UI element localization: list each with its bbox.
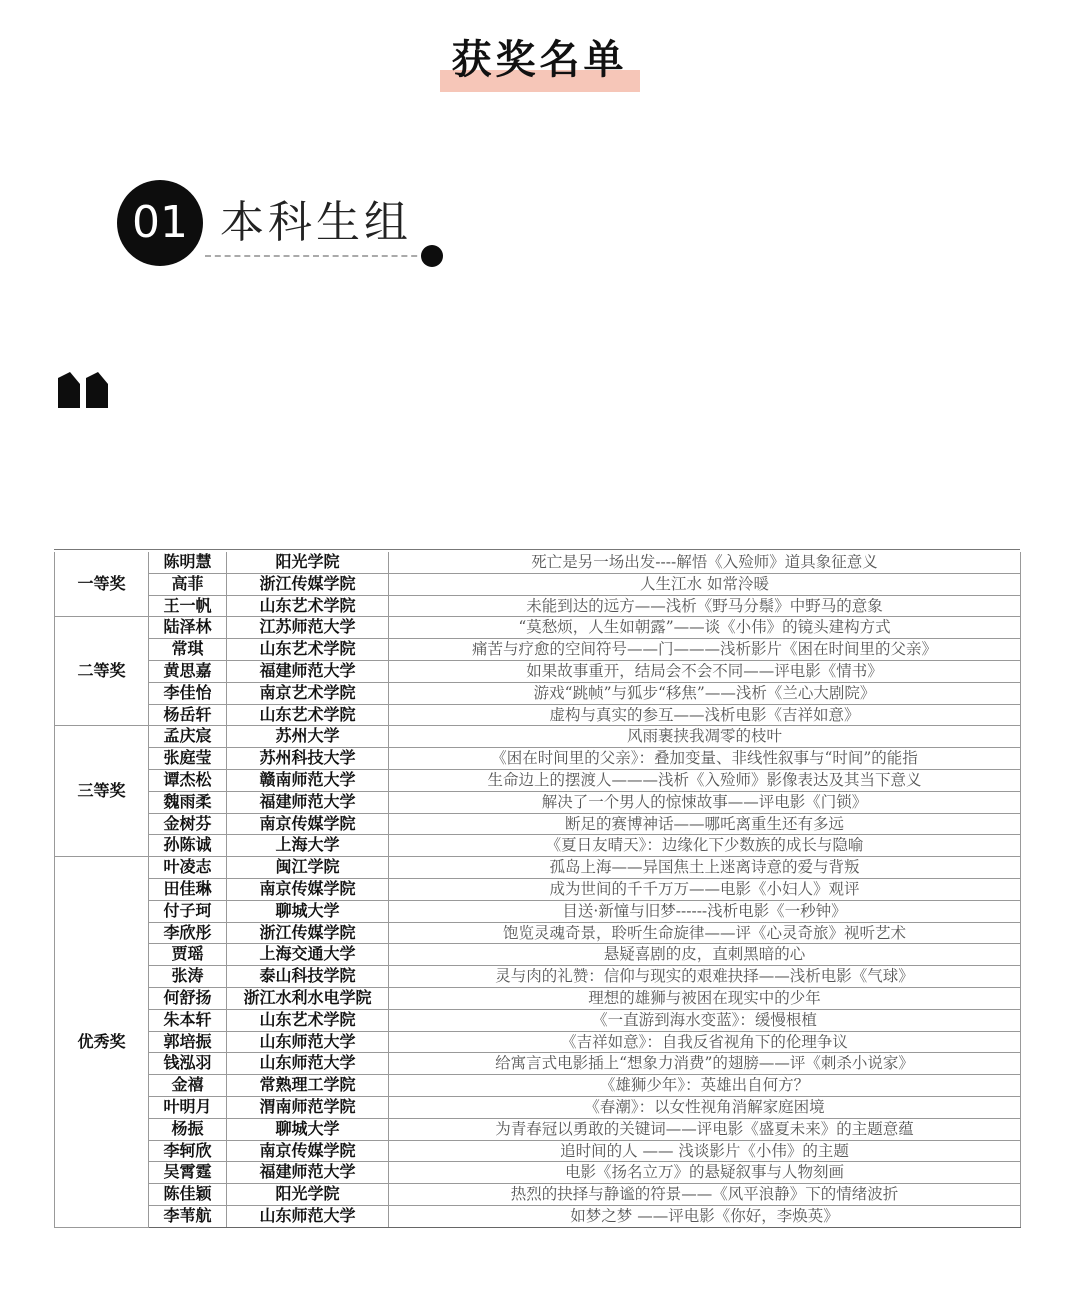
school-cell: 浙江水利水电学院 [227,987,389,1009]
work-title-cell: 孤岛上海——异国焦土上迷离诗意的爱与背叛 [389,857,1021,879]
school-cell: 聊城大学 [227,1118,389,1140]
winner-name-cell: 李欣彤 [149,922,227,944]
work-title-cell: 给寓言式电影插上“想象力消费”的翅膀——评《刺杀小说家》 [389,1053,1021,1075]
school-cell: 山东师范大学 [227,1031,389,1053]
winner-name-cell: 吴霄霆 [149,1162,227,1184]
school-cell: 福建师范大学 [227,791,389,813]
work-title-cell: 如梦之梦 ——评电影《你好，李焕英》 [389,1205,1021,1227]
table-row [55,1009,1021,1031]
table-row [55,1096,1021,1118]
winner-name-cell: 钱泓羽 [149,1053,227,1075]
school-cell: 聊城大学 [227,900,389,922]
work-title-cell: 《雄狮少年》：英雄出自何方？ [389,1075,1021,1097]
table-row [55,682,1021,704]
table-row [55,1075,1021,1097]
section-dashed-divider [205,255,427,257]
winner-name-cell: 高菲 [149,573,227,595]
divider-end-dot [421,245,443,267]
table-row [55,835,1021,857]
table-row [55,944,1021,966]
winner-name-cell: 田佳琳 [149,878,227,900]
work-title-cell: 痛苦与疗愈的空间符号——门———浅析影片《困在时间里的父亲》 [389,639,1021,661]
winner-name-cell: 李轲欣 [149,1140,227,1162]
table-row [55,552,1021,573]
winner-name-cell: 李苇航 [149,1205,227,1227]
awards-table [54,552,1021,1228]
section-number-badge: 01 [117,180,203,266]
work-title-cell: 生命边上的摆渡人———浅析《入殓师》影像表达及其当下意义 [389,769,1021,791]
award-level-cell: 三等奖 [55,726,149,857]
school-cell: 渭南师范学院 [227,1096,389,1118]
winner-name-cell: 魏雨柔 [149,791,227,813]
school-cell: 上海大学 [227,835,389,857]
table-row [55,1053,1021,1075]
table-row [55,1140,1021,1162]
work-title-cell: 人生江水 如常泠暖 [389,573,1021,595]
winner-name-cell: 张涛 [149,966,227,988]
work-title-cell: 《吉祥如意》：自我反省视角下的伦理争议 [389,1031,1021,1053]
winner-name-cell: 叶凌志 [149,857,227,879]
school-cell: 赣南师范大学 [227,769,389,791]
work-title-cell: 为青春冠以勇敢的关键词——评电影《盛夏未来》的主题意蕴 [389,1118,1021,1140]
winner-name-cell: 付子珂 [149,900,227,922]
work-title-cell: 灵与肉的礼赞：信仰与现实的艰难抉择——浅析电影《气球》 [389,966,1021,988]
table-row [55,1184,1021,1206]
winner-name-cell: 杨振 [149,1118,227,1140]
table-row [55,660,1021,682]
school-cell: 南京传媒学院 [227,878,389,900]
school-cell: 浙江传媒学院 [227,573,389,595]
work-title-cell: 电影《扬名立万》的悬疑叙事与人物刻画 [389,1162,1021,1184]
table-top-cut-line [54,549,1020,550]
table-row [55,704,1021,726]
table-row [55,617,1021,639]
work-title-cell: 《春潮》：以女性视角消解家庭困境 [389,1096,1021,1118]
winner-name-cell: 李佳怡 [149,682,227,704]
winner-name-cell: 朱本轩 [149,1009,227,1031]
winner-name-cell: 陆泽林 [149,617,227,639]
work-title-cell: 虚构与真实的参互——浅析电影《吉祥如意》 [389,704,1021,726]
winner-name-cell: 陈明慧 [149,552,227,573]
school-cell: 苏州科技大学 [227,748,389,770]
school-cell: 阳光学院 [227,552,389,573]
page-title: 获奖名单 [451,37,628,83]
work-title-cell: 悬疑喜剧的皮，直刺黑暗的心 [389,944,1021,966]
work-title-cell: 解决了一个男人的惊悚故事——评电影《门锁》 [389,791,1021,813]
work-title-cell: 饱览灵魂奇景，聆听生命旋律——评《心灵奇旅》视听艺术 [389,922,1021,944]
school-cell: 闽江学院 [227,857,389,879]
award-level-cell: 一等奖 [55,552,149,617]
table-row [55,878,1021,900]
winner-name-cell: 叶明月 [149,1096,227,1118]
winner-name-cell: 黄思嘉 [149,660,227,682]
work-title-cell: 断足的赛博神话——哪吒离重生还有多远 [389,813,1021,835]
winner-name-cell: 郭培振 [149,1031,227,1053]
winner-name-cell: 陈佳颖 [149,1184,227,1206]
table-row [55,922,1021,944]
work-title-cell: 《一直游到海水变蓝》：缓慢根植 [389,1009,1021,1031]
school-cell: 山东艺术学院 [227,1009,389,1031]
school-cell: 山东艺术学院 [227,639,389,661]
work-title-cell: 成为世间的千千万万——电影《小妇人》观评 [389,878,1021,900]
school-cell: 山东师范大学 [227,1205,389,1227]
winner-name-cell: 何舒扬 [149,987,227,1009]
work-title-cell: 《困在时间里的父亲》：叠加变量、非线性叙事与“时间”的能指 [389,748,1021,770]
winner-name-cell: 孙陈诚 [149,835,227,857]
table-row [55,1205,1021,1227]
table-row [55,857,1021,879]
winner-name-cell: 金树芬 [149,813,227,835]
winner-name-cell: 王一帆 [149,595,227,617]
school-cell: 浙江传媒学院 [227,922,389,944]
table-row [55,1031,1021,1053]
winner-name-cell: 杨岳轩 [149,704,227,726]
winner-name-cell: 金禧 [149,1075,227,1097]
winner-name-cell: 孟庆宸 [149,726,227,748]
school-cell: 山东师范大学 [227,1053,389,1075]
table-row [55,573,1021,595]
header [0,24,1079,94]
award-level-cell: 二等奖 [55,617,149,726]
table-row [55,987,1021,1009]
winner-name-cell: 张庭莹 [149,748,227,770]
school-cell: 阳光学院 [227,1184,389,1206]
school-cell: 南京传媒学院 [227,1140,389,1162]
school-cell: 南京艺术学院 [227,682,389,704]
work-title-cell: 游戏“跳帧”与狐步“移焦”——浅析《兰心大剧院》 [389,682,1021,704]
school-cell: 山东艺术学院 [227,704,389,726]
table-row [55,791,1021,813]
school-cell: 南京传媒学院 [227,813,389,835]
school-cell: 泰山科技学院 [227,966,389,988]
table-row [55,726,1021,748]
work-title-cell: 目送·新憧与旧梦------浅析电影《一秒钟》 [389,900,1021,922]
work-title-cell: 理想的雄狮与被困在现实中的少年 [389,987,1021,1009]
table-row [55,1118,1021,1140]
work-title-cell: 如果故事重开，结局会不会不同——评电影《情书》 [389,660,1021,682]
work-title-cell: “莫愁烦，人生如朝露”——谈《小伟》的镜头建构方式 [389,617,1021,639]
work-title-cell: 追时间的人 —— 浅谈影片《小伟》的主题 [389,1140,1021,1162]
school-cell: 江苏师范大学 [227,617,389,639]
award-level-cell: 优秀奖 [55,857,149,1228]
table-row [55,900,1021,922]
section-title: 本科生组 [220,197,412,248]
school-cell: 福建师范大学 [227,660,389,682]
work-title-cell: 风雨裹挟我凋零的枝叶 [389,726,1021,748]
quote-mark-icon [58,372,110,408]
school-cell: 福建师范大学 [227,1162,389,1184]
table-row [55,813,1021,835]
school-cell: 常熟理工学院 [227,1075,389,1097]
school-cell: 苏州大学 [227,726,389,748]
winner-name-cell: 常琪 [149,639,227,661]
winner-name-cell: 贾瑶 [149,944,227,966]
school-cell: 上海交通大学 [227,944,389,966]
table-row [55,1162,1021,1184]
work-title-cell: 《夏日友晴天》：边缘化下少数族的成长与隐喻 [389,835,1021,857]
table-row [55,769,1021,791]
school-cell: 山东艺术学院 [227,595,389,617]
table-row [55,639,1021,661]
work-title-cell: 死亡是另一场出发----解悟《入殓师》道具象征意义 [389,552,1021,573]
table-row [55,748,1021,770]
table-row [55,966,1021,988]
work-title-cell: 未能到达的远方——浅析《野马分鬃》中野马的意象 [389,595,1021,617]
table-row [55,595,1021,617]
winner-name-cell: 谭杰松 [149,769,227,791]
work-title-cell: 热烈的抉择与静谧的符景——《风平浪静》下的情绪波折 [389,1184,1021,1206]
